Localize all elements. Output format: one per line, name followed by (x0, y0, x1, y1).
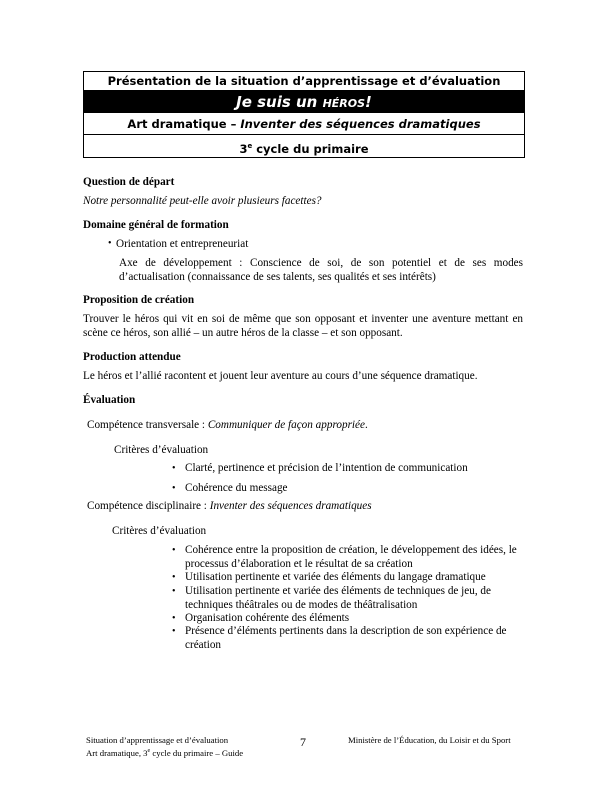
title-prefix: Je suis un (236, 93, 323, 111)
bullet-icon: • (172, 572, 176, 583)
header-box (83, 71, 525, 158)
document-title (84, 91, 524, 113)
production-heading: Production attendue (83, 351, 181, 363)
bullet-icon: • (172, 586, 176, 597)
transversale-value: Communiquer de façon appropriée (207, 419, 365, 431)
criteres1-label: Critères d’évaluation (114, 444, 209, 456)
disciplinaire-value: Inventer des séquences dramatiques (209, 500, 372, 512)
subject-line (84, 113, 524, 135)
critere2-item: Cohérence entre la proposition de création, le développement des idées, le processus d’élaboration et le résultat de sa création (185, 544, 517, 570)
bullet-icon: • (108, 238, 112, 249)
bullet-icon: • (172, 483, 176, 494)
critere2-item: Présence d’éléments pertinents dans la description de son expérience de création (185, 625, 507, 651)
bullet-icon: • (172, 613, 176, 624)
cycle-line (84, 135, 524, 157)
transversale-label: Compétence transversale : (87, 419, 208, 431)
critere1-item: Clarté, pertinence et précision de l’intention de communication (185, 462, 468, 474)
bullet-icon: • (172, 545, 176, 556)
footer-left2-b: cycle du primaire – Guide (150, 747, 244, 758)
transversale-end: . (364, 419, 368, 431)
subject-prefix: Art dramatique – (127, 117, 241, 131)
header-line1: Présentation de la situation d’apprentissage et d’évaluation (84, 72, 524, 91)
title-smallcaps: HÉROS (322, 97, 366, 110)
disciplinaire-label: Compétence disciplinaire : (87, 500, 210, 512)
production-text: Le héros et l’allié racontent et jouent leur aventure au cours d’une séquence dramatique. (83, 370, 478, 382)
footer-left-line2 (86, 746, 243, 759)
bullet-icon: • (172, 626, 176, 637)
proposition-text: Trouver le héros qui vit en soi de même que son opposant et inventer une aventure mettant en scène ce héros, son allié – un autre héros de la classe – et son opposant. (83, 313, 523, 339)
footer-left2-sup: e (147, 748, 151, 754)
title-suffix: ! (365, 93, 372, 111)
bullet-icon: • (172, 463, 176, 474)
critere2-item: Organisation cohérente des éléments (185, 612, 350, 624)
footer-right: Ministère de l’Éducation, du Loisir et du Sport (348, 735, 511, 745)
cycle-num: 3 (239, 141, 248, 156)
question-text: Notre personnalité peut-elle avoir plusieurs facettes? (83, 195, 322, 207)
subject-italic: Inventer des séquences dramatiques (240, 117, 481, 131)
evaluation-heading: Évaluation (83, 394, 136, 406)
critere1-item: Cohérence du message (185, 482, 288, 494)
competence-disciplinaire (87, 500, 372, 513)
page-number: 7 (300, 735, 306, 749)
domaine-bullet: Orientation et entrepreneuriat (116, 238, 249, 250)
footer-left-line1: Situation d’apprentissage et d’évaluation (86, 735, 229, 745)
proposition-heading: Proposition de création (83, 294, 195, 306)
cycle-rest: cycle du primaire (252, 141, 369, 156)
criteres2-label: Critères d’évaluation (112, 525, 207, 537)
footer-left2-a: Art dramatique, 3 (86, 747, 148, 758)
competence-transversale (87, 419, 368, 432)
cycle-sup: e (247, 142, 253, 150)
domaine-heading: Domaine général de formation (83, 219, 229, 231)
critere2-item: Utilisation pertinente et variée des éléments de techniques de jeu, de techniques théâtrales ou de modes de théâtralisation (185, 585, 491, 611)
question-heading: Question de départ (83, 176, 175, 188)
domaine-axe: Axe de développement : Conscience de soi, de son potentiel et de ses modes d’actualisation (connaissance de ses talents, ses qualités et ses intérêts) (119, 257, 523, 283)
critere2-item: Utilisation pertinente et variée des éléments du langage dramatique (185, 571, 486, 583)
